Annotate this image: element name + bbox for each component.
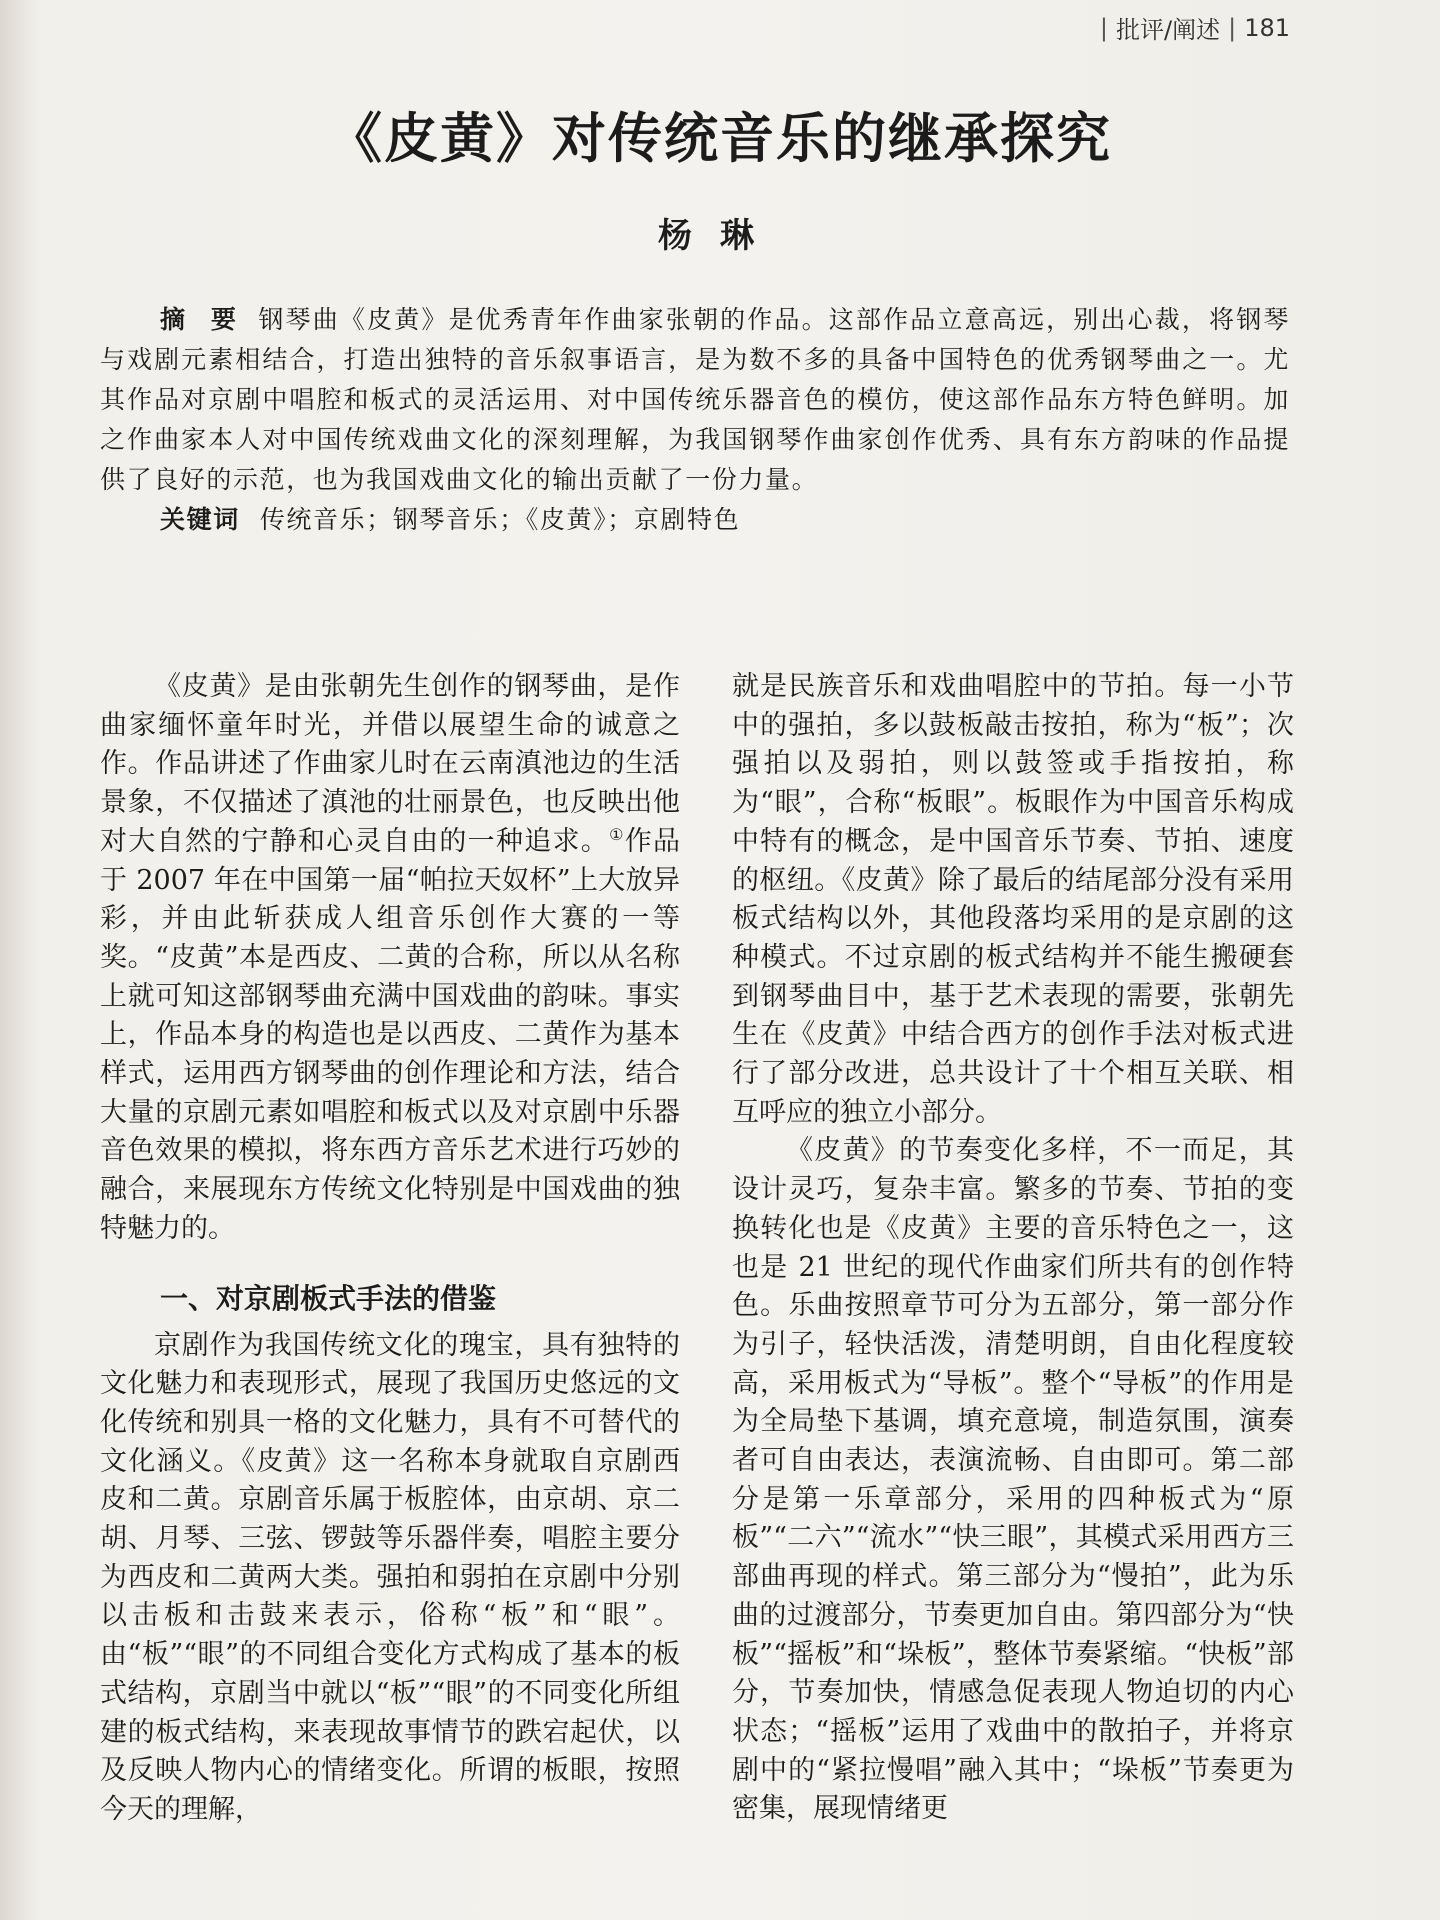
rhythm-paragraph: 《皮黄》的节奏变化多样，不一而足，其设计灵巧，复杂丰富。繁多的节奏、节拍的变换转化也是《皮黄》主要的音乐特色之一，这也是 21 世纪的现代作曲家们所共有的创作特色。乐曲按照章节可分为五部分，第一部分作为引子，轻快活泼，清楚明朗，自由化程度较高，采用板式为“导板”。整个“导板”的作用是为全局垫下基调，填充意境，制造氛围，演奏者可自由表达，表演流畅、自由即可。第二部分是第一乐章部分，采用的四种板式为“原板”“二六”“流水”“快三眼”，其模式采用西方三部曲再现的样式。第三部分为“慢拍”，此为乐曲的过渡部分，节奏更加自由。第四部分为“快板”“摇板”和“垛板”，整体节奏紧缩。“快板”部分，节奏加快，情感急促表现人物迫切的内心状态；“摇板”运用了戏曲中的散拍子，并将京剧中的“紧拉慢唱”融入其中；“垛板”节奏更为密集，展现情绪更 (732, 1135, 1294, 1825)
left-column (100, 668, 680, 1830)
running-head-divider: | (1228, 13, 1237, 42)
running-head (1100, 10, 1290, 45)
page-number: 181 (1244, 13, 1290, 42)
footnote-marker: ① (609, 824, 625, 844)
keywords-label: 关键词 (160, 505, 240, 534)
intro-text-part-1: 《皮黄》是由张朝先生创作的钢琴曲，是作曲家缅怀童年时光，并借以展望生命的诚意之作。作品讲述了作曲家儿时在云南滇池边的生活景象，不仅描述了滇池的壮丽景色，也反映出他对大自然的宁静和心灵自由的一种追求。 (100, 671, 680, 857)
abstract (100, 300, 1290, 500)
intro-paragraph (100, 668, 680, 1249)
right-column (732, 668, 1294, 1829)
abstract-label: 摘 要 (160, 305, 245, 334)
section-paragraph: 京剧作为我国传统文化的瑰宝，具有独特的文化魅力和表现形式，展现了我国历史悠远的文化传统和别具一格的文化魅力，具有不可替代的文化涵义。《皮黄》这一名称本身就取自京剧西皮和二黄。京剧音乐属于板腔体，由京胡、京二胡、月琴、三弦、锣鼓等乐器伴奏，唱腔主要分为西皮和二黄两大类。强拍和弱拍在京剧中分别以击板和击鼓来表示，俗称“板”和“眼”。由“板”“眼”的不同组合变化方式构成了基本的板式结构，京剧当中就以“板”“眼”的不同变化所组建的板式结构，来表现故事情节的跌宕起伏，以及反映人物内心的情绪变化。所谓的板眼，按照今天的理解， (100, 1329, 680, 1825)
keywords-text: 传统音乐；钢琴音乐；《皮黄》；京剧特色 (259, 505, 741, 534)
intro-text-part-2: 作品于 2007 年在中国第一届“帕拉天奴杯”上大放异彩，并由此斩获成人组音乐创作大赛的一等奖。“皮黄”本是西皮、二黄的合称，所以从名称上就可知这部钢琴曲充满中国戏曲的韵味。事实上，作品本身的构造也是以西皮、二黄作为基本样式，运用西方钢琴曲的创作理论和方法，结合大量的京剧元素如唱腔和板式以及对京剧中乐器音色效果的模拟，将东西方音乐艺术进行巧妙的融合，来展现东方传统文化特别是中国戏曲的独特魅力的。 (100, 825, 681, 1244)
running-head-divider: | (1099, 13, 1108, 42)
article-author: 杨琳 (658, 216, 782, 256)
continued-paragraph: 就是民族音乐和戏曲唱腔中的节拍。每一小节中的强拍，多以鼓板敲击按拍，称为“板”；次强拍以及弱拍，则以鼓签或手指按拍，称为“眼”，合称“板眼”。板眼作为中国音乐构成中特有的概念，是中国音乐节奏、节拍、速度的枢纽。《皮黄》除了最后的结尾部分没有采用板式结构以外，其他段落均采用的是京剧的这种模式。不过京剧的板式结构并不能生搬硬套到钢琴曲目中，基于艺术表现的需要，张朝先生在《皮黄》中结合西方的创作手法对板式进行了部分改进，总共设计了十个相互关联、相互呼应的独立小部分。 (732, 671, 1294, 1128)
running-head-section: 批评/阐述 (1116, 16, 1221, 44)
section-heading: 一、对京剧板式手法的借鉴 (160, 1281, 497, 1315)
keywords (160, 500, 1290, 540)
abstract-text: 钢琴曲《皮黄》是优秀青年作曲家张朝的作品。这部作品立意高远，别出心裁，将钢琴与戏剧元素相结合，打造出独特的音乐叙事语言，是为数不多的具备中国特色的优秀钢琴曲之一。尤其作品对京剧中唱腔和板式的灵活运用、对中国传统乐器音色的模仿，使这部作品东方特色鲜明。加之作曲家本人对中国传统戏曲文化的深刻理解，为我国钢琴作曲家创作优秀、具有东方韵味的作品提供了良好的示范，也为我国戏曲文化的输出贡献了一份力量。 (100, 305, 1290, 494)
article-title: 《皮黄》对传统音乐的继承探究 (328, 107, 1112, 170)
